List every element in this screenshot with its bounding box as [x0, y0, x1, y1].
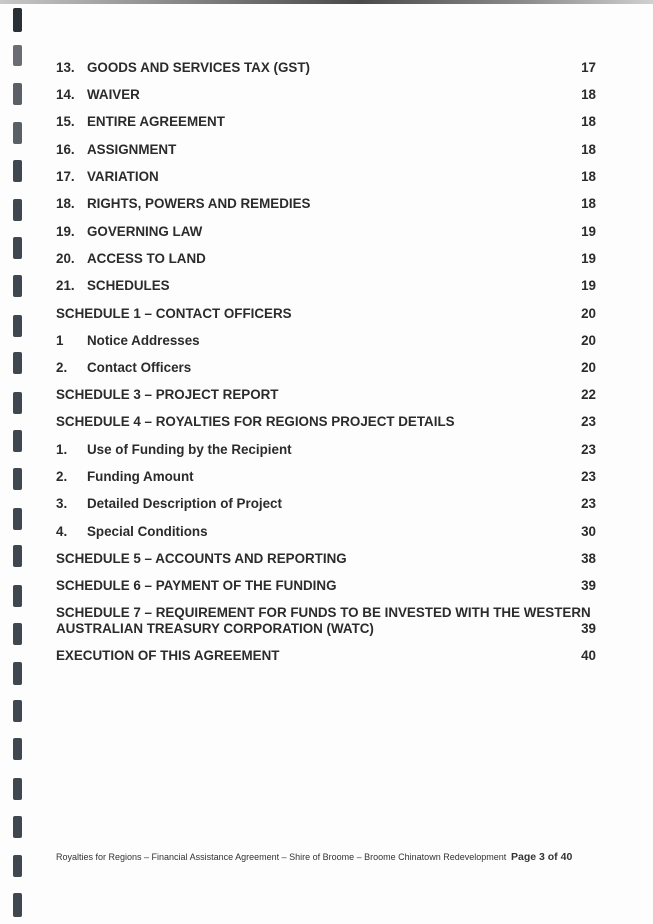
toc-number: 20.: [56, 251, 75, 266]
toc-title: SCHEDULE 7 – REQUIREMENT FOR FUNDS TO BE INVESTED WITH THE WESTERN: [56, 605, 591, 620]
binder-hole: [13, 160, 22, 182]
toc-title: Funding Amount: [87, 469, 194, 484]
toc-title: SCHEDULE 3 – PROJECT REPORT: [56, 387, 279, 402]
toc-page: 20: [581, 360, 596, 375]
binder-hole: [13, 738, 22, 760]
toc-number: 14.: [56, 87, 75, 102]
toc-title: Detailed Description of Project: [87, 496, 282, 511]
binder-hole: [13, 545, 22, 567]
binder-hole: [13, 199, 22, 221]
toc-page: 19: [581, 251, 596, 266]
binder-hole: [13, 700, 22, 722]
binder-hole: [13, 585, 22, 607]
toc-number: 17.: [56, 169, 75, 184]
toc-title: Contact Officers: [87, 360, 192, 375]
binder-hole: [13, 352, 22, 374]
toc-title: Notice Addresses: [87, 333, 200, 348]
binder-hole: [13, 623, 22, 645]
binder-hole: [13, 430, 22, 452]
binder-hole: [13, 315, 22, 337]
toc-page: 22: [581, 387, 596, 402]
toc-number: 2.: [56, 469, 68, 484]
toc-title: GOVERNING LAW: [87, 224, 203, 239]
toc-title: SCHEDULE 1 – CONTACT OFFICERS: [56, 306, 292, 321]
binder-hole: [13, 237, 22, 259]
toc-page: 19: [581, 278, 596, 293]
toc-page: 38: [581, 551, 596, 566]
toc-title: Use of Funding by the Recipient: [87, 442, 292, 457]
toc-page: 40: [581, 648, 596, 663]
toc-title: VARIATION: [87, 169, 159, 184]
toc-page: 18: [581, 142, 596, 157]
toc-page: 18: [581, 196, 596, 211]
toc-number: 21.: [56, 278, 75, 293]
toc-number: 19.: [56, 224, 75, 239]
footer-document-title: Royalties for Regions – Financial Assistance Agreement – Shire of Broome – Broome Chinatown Redevelopment: [56, 852, 507, 862]
toc-page: 19: [581, 224, 596, 239]
toc-page: 23: [581, 496, 596, 511]
toc-number: 3.: [56, 496, 68, 511]
toc-title: SCHEDULE 5 – ACCOUNTS AND REPORTING: [56, 551, 347, 566]
binder-hole: [13, 816, 22, 838]
toc-title: SCHEDULE 6 – PAYMENT OF THE FUNDING: [56, 578, 337, 593]
toc-title: ASSIGNMENT: [87, 142, 177, 157]
toc-page: 23: [581, 469, 596, 484]
toc-page: 23: [581, 414, 596, 429]
toc-title: WAIVER: [87, 87, 140, 102]
binder-hole: [13, 855, 22, 877]
toc-title: GOODS AND SERVICES TAX (GST): [87, 60, 310, 75]
scan-top-edge: [0, 0, 653, 4]
toc-number: 1: [56, 333, 64, 348]
toc-page: 30: [581, 524, 596, 539]
binder-hole: [13, 83, 22, 105]
toc-page: 23: [581, 442, 596, 457]
binder-hole: [13, 508, 22, 530]
toc-title: SCHEDULES: [87, 278, 170, 293]
toc-entry[interactable]: [56, 605, 596, 639]
binder-hole: [13, 45, 22, 66]
toc-page: 18: [581, 87, 596, 102]
binder-hole: [13, 392, 22, 414]
toc-page: 17: [581, 60, 596, 75]
binder-hole: [13, 8, 22, 32]
toc-title: SCHEDULE 4 – ROYALTIES FOR REGIONS PROJECT DETAILS: [56, 414, 455, 429]
binder-hole: [13, 468, 22, 490]
toc-number: 15.: [56, 114, 75, 129]
toc-page: 20: [581, 333, 596, 348]
toc-page: 39: [581, 578, 596, 593]
toc-title: EXECUTION OF THIS AGREEMENT: [56, 648, 280, 663]
toc-number: 13.: [56, 60, 75, 75]
footer-page-number: Page 3 of 40: [511, 851, 573, 863]
binder-hole: [13, 662, 22, 685]
toc-number: 16.: [56, 142, 75, 157]
binder-hole: [13, 893, 22, 917]
toc-number: 1.: [56, 442, 68, 457]
toc-title: ENTIRE AGREEMENT: [87, 114, 225, 129]
toc-number: 2.: [56, 360, 68, 375]
binder-hole: [13, 122, 22, 144]
toc-page: 18: [581, 169, 596, 184]
toc-title: RIGHTS, POWERS AND REMEDIES: [87, 196, 311, 211]
binder-hole: [13, 778, 22, 800]
toc-title: ACCESS TO LAND: [87, 251, 206, 266]
toc-number: 4.: [56, 524, 68, 539]
toc-page: 18: [581, 114, 596, 129]
toc-title: Special Conditions: [87, 524, 208, 539]
toc-title-continued: AUSTRALIAN TREASURY CORPORATION (WATC): [56, 621, 374, 636]
toc-page: 20: [581, 306, 596, 321]
toc-number: 18.: [56, 196, 75, 211]
binder-hole: [13, 275, 22, 297]
toc-page: 39: [581, 621, 596, 636]
